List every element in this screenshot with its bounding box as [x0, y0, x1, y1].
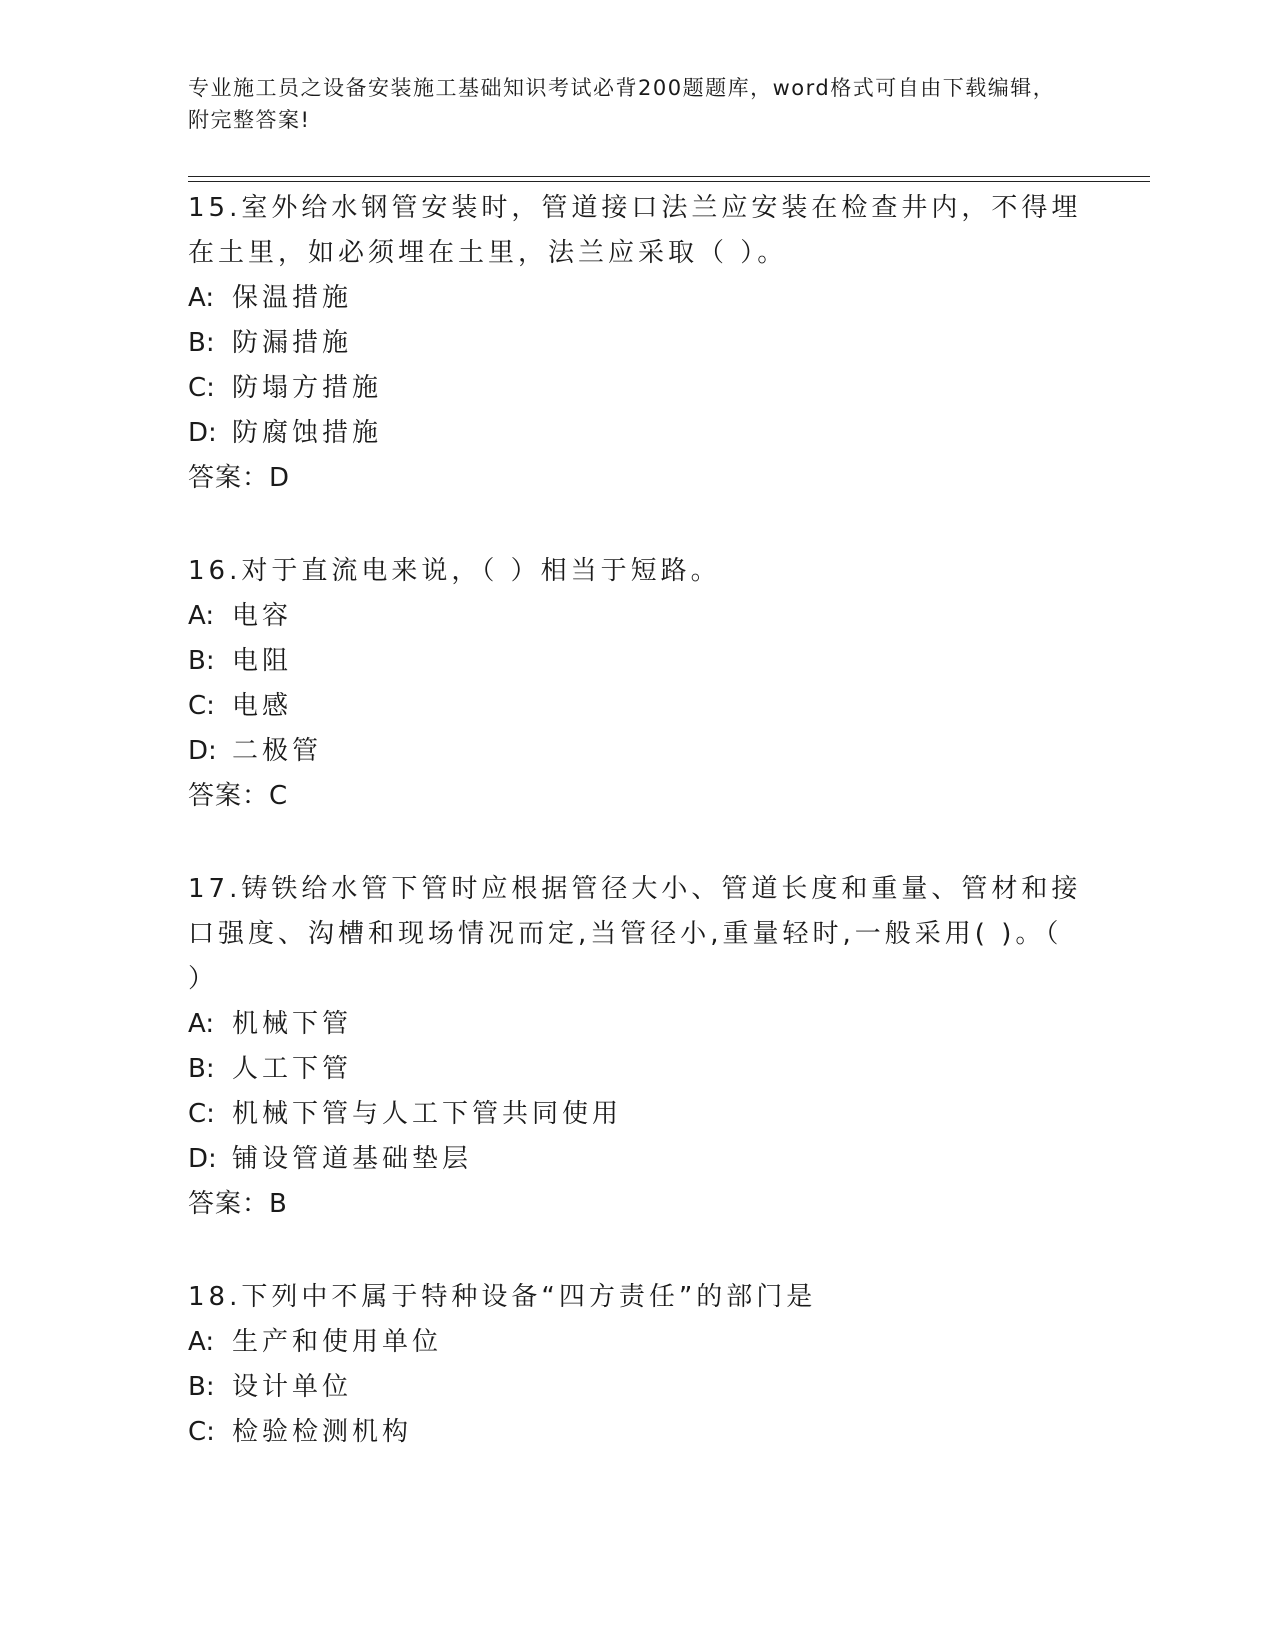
option-a [188, 594, 1088, 639]
option-c [188, 1092, 1088, 1137]
answer: 答案：C [188, 781, 289, 811]
option-letter: C: [188, 691, 215, 721]
option-text: 防塌方措施 [232, 373, 383, 403]
option-text: 机械下管 [232, 1009, 353, 1039]
question-stem: 17.铸铁给水管下管时应根据管径大小、管道长度和重量、管材和接口强度、沟槽和现场情况而定,当管径小,重量轻时,一般采用( )。（ ） [188, 874, 1082, 994]
option-text: 电感 [232, 691, 293, 721]
option-text: 机械下管与人工下管共同使用 [232, 1099, 623, 1129]
option-letter: D: [188, 1144, 217, 1174]
option-text: 设计单位 [232, 1372, 353, 1402]
option-d [188, 1137, 1088, 1182]
option-text: 防腐蚀措施 [232, 418, 383, 448]
header-divider-bottom [188, 181, 1150, 182]
option-letter: A: [188, 1009, 215, 1039]
option-a [188, 1320, 1088, 1365]
option-b [188, 1047, 1088, 1092]
document-title: 专业施工员之设备安装施工基础知识考试必背200题题库，word格式可自由下载编辑，附完整答案! [188, 76, 1056, 132]
option-d [188, 411, 1088, 456]
option-text: 电阻 [232, 646, 293, 676]
answer: 答案：D [188, 463, 291, 493]
answer: 答案：B [188, 1189, 288, 1219]
header-divider-top [188, 176, 1150, 177]
option-a [188, 276, 1088, 321]
option-text: 铺设管道基础垫层 [232, 1144, 473, 1174]
option-b [188, 1365, 1088, 1410]
option-c [188, 366, 1088, 411]
option-text: 生产和使用单位 [232, 1327, 443, 1357]
option-letter: D: [188, 736, 217, 766]
option-letter: A: [188, 283, 215, 313]
question-16 [188, 549, 1088, 819]
option-a [188, 1002, 1088, 1047]
option-text: 人工下管 [232, 1054, 353, 1084]
document-header [188, 72, 1068, 136]
question-stem: 15.室外给水钢管安装时，管道接口法兰应安装在检查井内，不得埋在土里，如必须埋在土里，法兰应采取（ ）。 [188, 193, 1082, 268]
option-text: 检验检测机构 [232, 1417, 413, 1447]
question-18 [188, 1275, 1088, 1455]
option-letter: A: [188, 1327, 215, 1357]
option-letter: B: [188, 646, 215, 676]
option-c [188, 684, 1088, 729]
option-c [188, 1410, 1088, 1455]
question-15 [188, 186, 1088, 501]
option-text: 防漏措施 [232, 328, 353, 358]
option-text: 电容 [232, 601, 293, 631]
option-letter: B: [188, 1054, 215, 1084]
option-b [188, 639, 1088, 684]
question-17 [188, 867, 1088, 1227]
option-letter: B: [188, 1372, 215, 1402]
option-letter: C: [188, 373, 215, 403]
option-letter: A: [188, 601, 215, 631]
option-letter: C: [188, 1417, 215, 1447]
option-letter: C: [188, 1099, 215, 1129]
option-text: 二极管 [232, 736, 323, 766]
question-list [188, 186, 1088, 1503]
option-letter: B: [188, 328, 215, 358]
question-stem: 16.对于直流电来说，（ ）相当于短路。 [188, 556, 721, 586]
option-letter: D: [188, 418, 217, 448]
option-text: 保温措施 [232, 283, 353, 313]
option-d [188, 729, 1088, 774]
question-stem: 18.下列中不属于特种设备“四方责任”的部门是 [188, 1282, 817, 1312]
option-b [188, 321, 1088, 366]
